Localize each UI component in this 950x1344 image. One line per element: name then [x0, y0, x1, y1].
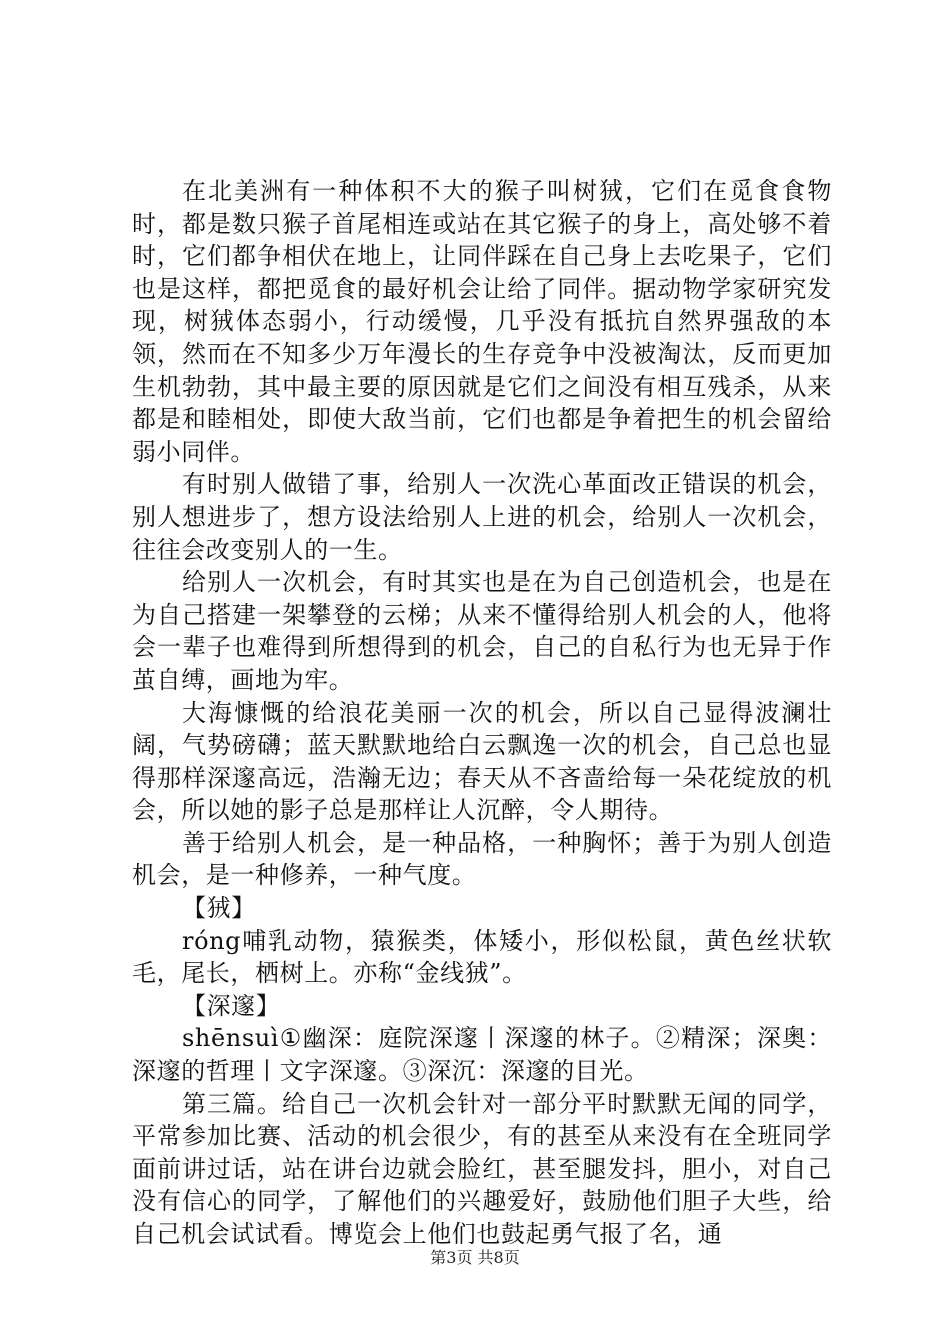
paragraph-character: 善于给别人机会，是一种品格，一种胸怀；善于为别人创造机会，是一种修养，一种气度。 [132, 828, 832, 890]
paragraph-create-own-chance: 给别人一次机会，有时其实也是在为自己创造机会，也是在为自己搭建一架攀登的云梯；从来不懂得给别人机会的人，他将会一辈子也难得到所想得到的机会，自己的自私行为也无异于作茧自缚，画地为牢。 [132, 568, 832, 694]
page-footer: 第3页 共8页 [430, 1248, 520, 1267]
paragraph-sea-sky-spring: 大海慷慨的给浪花美丽一次的机会，所以自己显得波澜壮阔，气势磅礴；蓝天默默地给白云飘逸一次的机会，自己总也显得那样深邃高远，浩瀚无边；春天从不吝啬给每一朵花绽放的机会，所以她的影子总是那样让人沉醉，令人期待。 [132, 698, 832, 825]
document-body [132, 175, 832, 1251]
paragraph-third-article: 第三篇。给自己一次机会针对一部分平时默默无闻的同学，平常参加比赛、活动的机会很少，有的甚至从来没有在全班同学面前讲过话，站在讲台边就会脸红，甚至腿发抖，胆小，对自己没有信心的同学，了解他们的兴趣爱好，鼓励他们胆子大些，给自己机会试试看。博览会上他们也鼓起勇气报了名，通 [132, 1089, 832, 1248]
glossary-term-rong: 【狨】 [182, 894, 256, 923]
paragraph-give-others-chance: 有时别人做错了事，给别人一次洗心革面改正错误的机会，别人想进步了，想方设法给别人上进的机会，给别人一次机会，往往会改变别人的一生。 [132, 470, 832, 564]
glossary-term-shensui: 【深邃】 [182, 991, 281, 1020]
glossary-definition-rong: róng哺乳动物，猿猴类，体矮小，形似松鼠，黄色丝状软毛，尾长，栖树上。亦称“金线狨”。 [132, 926, 832, 988]
paragraph-tree-monkeys: 在北美洲有一种体积不大的猴子叫树狨，它们在觅食食物时，都是数只猴子首尾相连或站在其它猴子的身上，高处够不着时，它们都争相伏在地上，让同伴踩在自己身上去吃果子，它们也是这样，都把觅食的最好机会让给了同伴。据动物学家研究发现，树狨体态弱小，行动缓慢，几乎没有抵抗自然界强敌的本领，然而在不知多少万年漫长的生存竞争中没被淘汰，反而更加生机勃勃，其中最主要的原因就是它们之间没有相互残杀，从来都是和睦相处，即使大敌当前，它们也都是争着把生的机会留给弱小同伴。 [132, 177, 832, 466]
glossary-definition-shensui: shēnsuì①幽深：庭院深邃丨深邃的林子。②精深；深奥：深邃的哲理丨文字深邃。③深沉：深邃的目光。 [132, 1024, 832, 1086]
